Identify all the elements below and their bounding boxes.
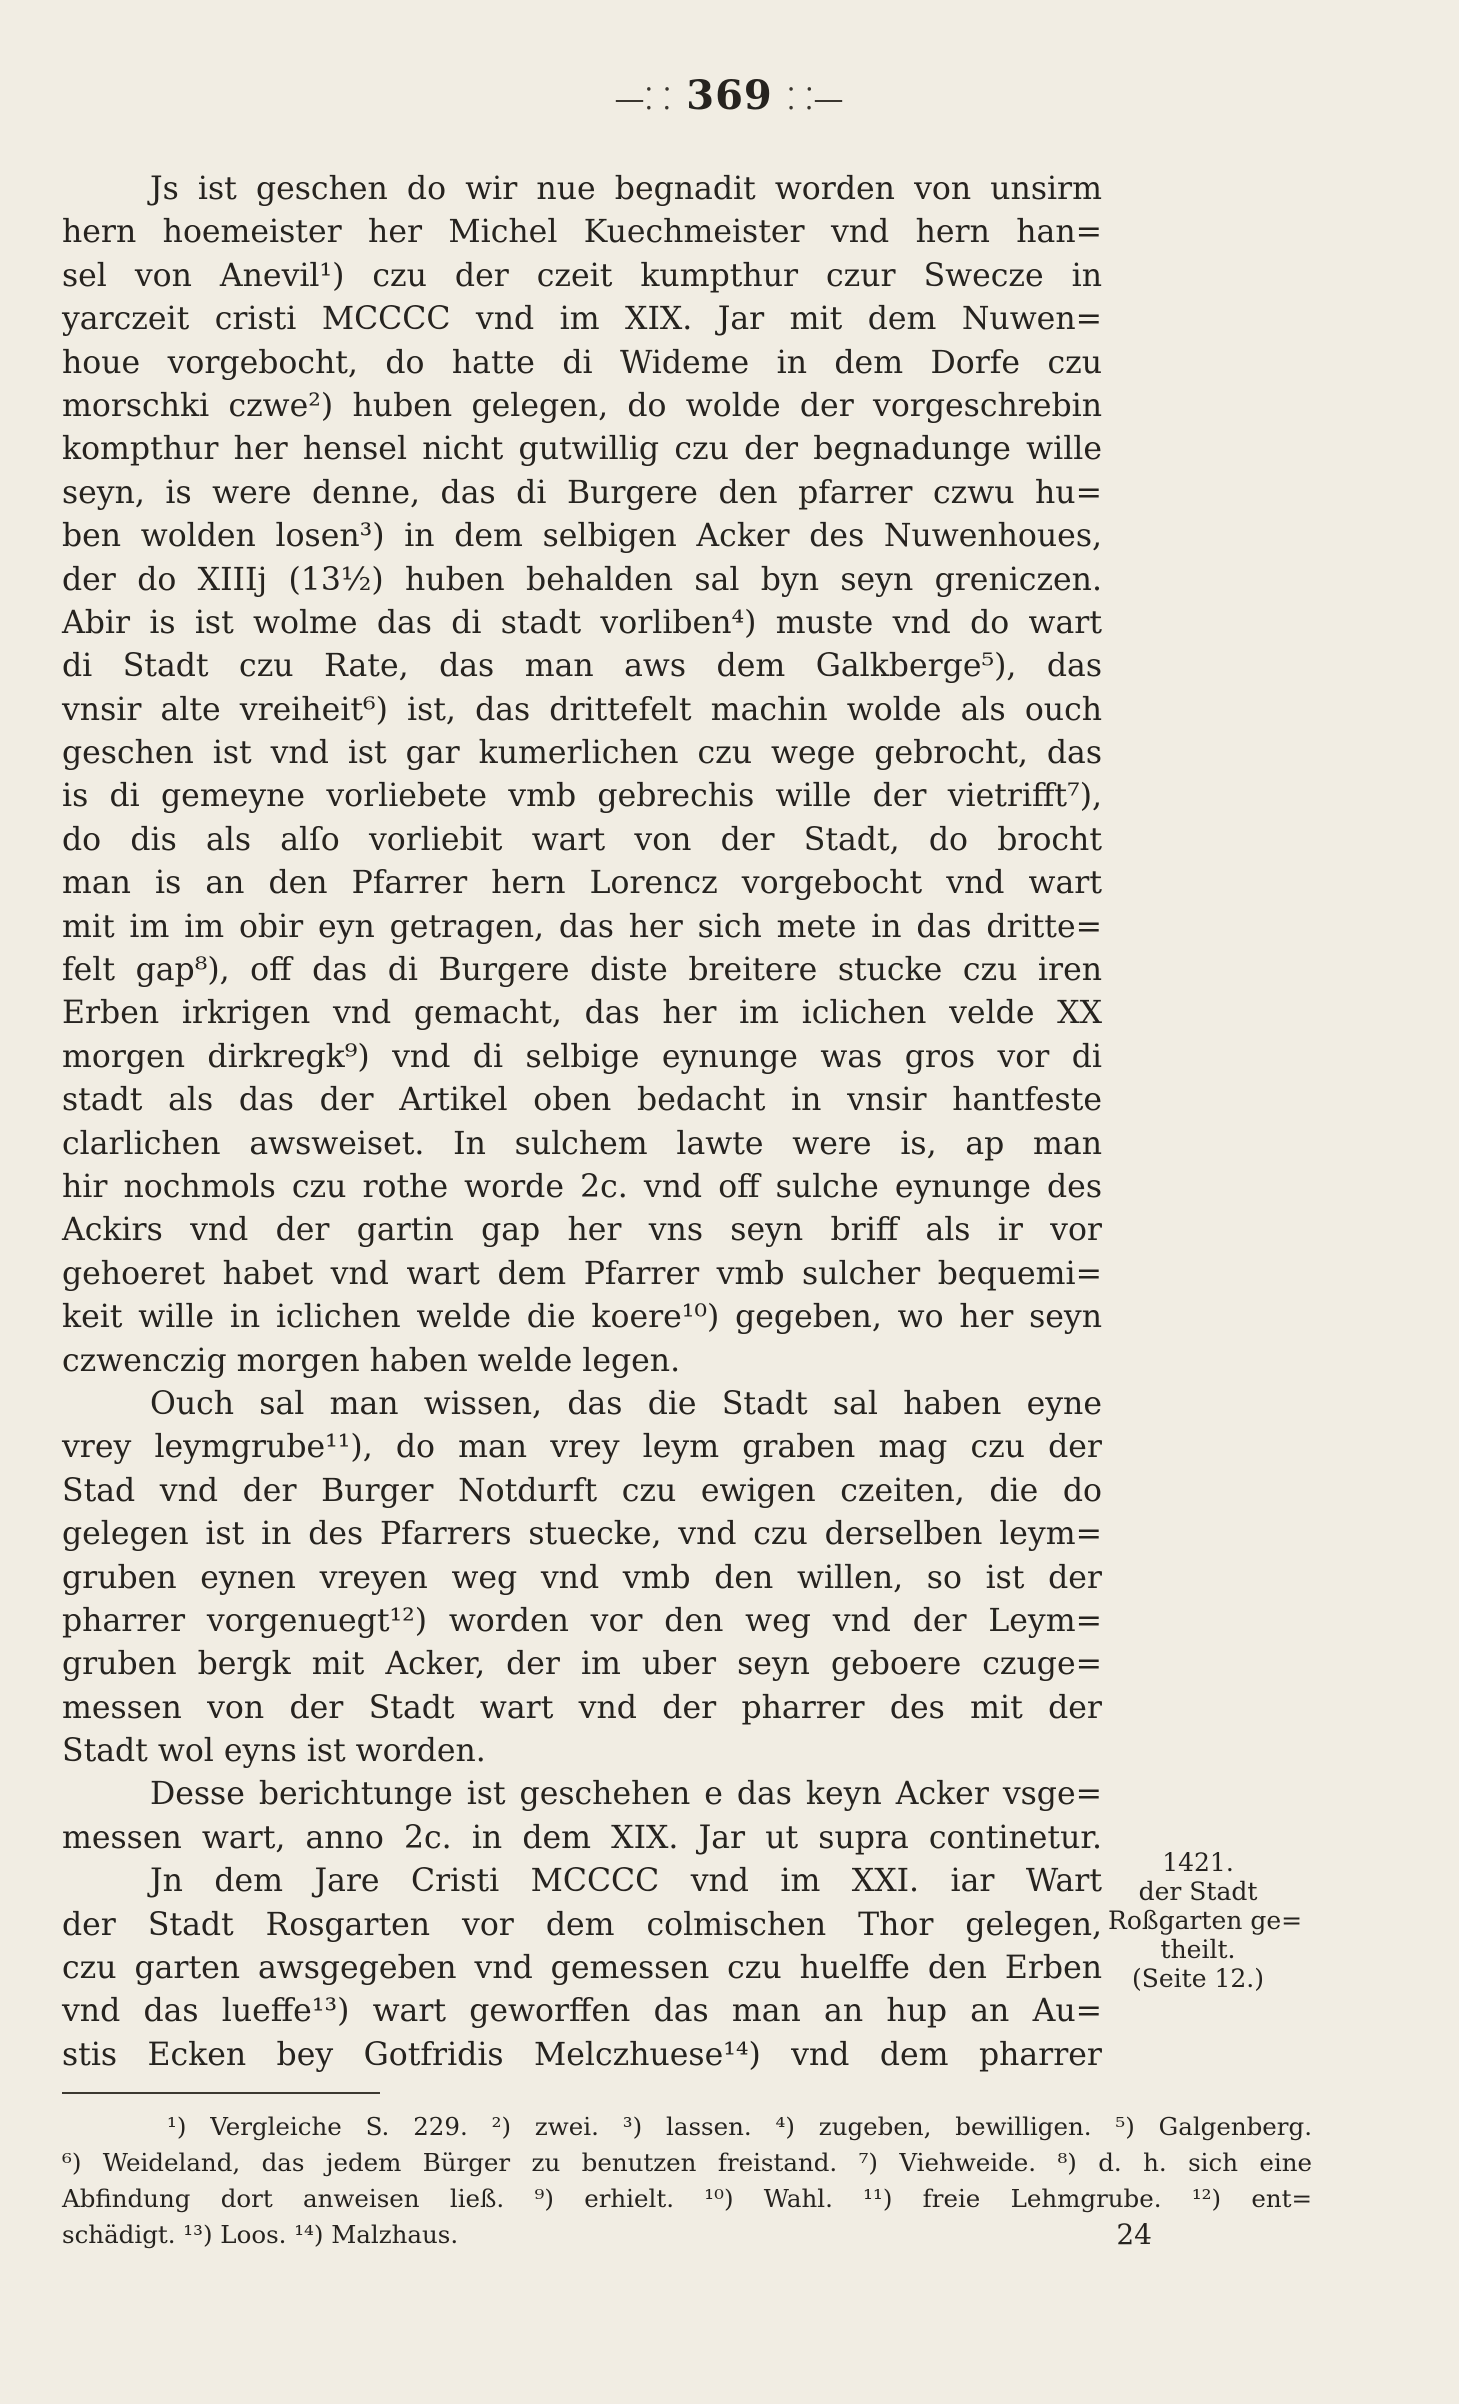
text-line: mit im im obir eyn getragen, das her sich mete in das dritte= <box>62 908 1102 945</box>
text-line: der do XIIIj (13½) huben behalden sal byn seyn greniczen. <box>62 561 1102 598</box>
footnote-line-last <box>62 2217 1312 2253</box>
text-line: vrey leymgrube¹¹), do man vrey leym graben mag czu der <box>62 1429 1102 1466</box>
signature-mark: 24 <box>1116 2218 1152 2251</box>
text-line: czu garten awsgegeben vnd gemessen czu huelffe den Erben <box>62 1950 1102 1987</box>
text-line: Erben irkrigen vnd gemacht, das her im iclichen velde XX <box>62 995 1102 1032</box>
text-line: stis Ecken bey Gotfridis Melczhuese¹⁴) vnd dem pharrer <box>62 2036 1102 2073</box>
text-line: is di gemeyne vorliebete vmb gebrechis wille der vietrifft⁷), <box>62 778 1102 815</box>
margin-note-year: 1421. <box>1162 1848 1234 1877</box>
text-line: morgen dirkregk⁹) vnd di selbige eynunge was gros vor di <box>62 1038 1102 1075</box>
text-line: ben wolden losen³) in dem selbigen Acker des Nuwenhoues, <box>62 518 1102 555</box>
text-line: Stad vnd der Burger Notdurft czu ewigen czeiten, die do <box>62 1472 1102 1509</box>
text-line: Ouch sal man wissen, das die Stadt sal haben eyne <box>150 1385 1102 1422</box>
text-line: vnd das lueffe¹³) wart geworffen das man an hup an Au= <box>62 1993 1102 2030</box>
text-line: der Stadt Rosgarten vor dem colmischen Thor gelegen, <box>62 1906 1102 1943</box>
margin-note-line: der Stadt <box>1138 1877 1258 1906</box>
footnotes <box>62 2109 1312 2253</box>
footnote-line: ⁶) Weideland, das jedem Bürger zu benutzen freistand. ⁷) Viehweide. ⁸) d. h. sich eine <box>62 2148 1312 2177</box>
text-line: seyn, is were denne, das di Burgere den pfarrer czwu hu= <box>62 474 1102 511</box>
text-line: keit wille in iclichen welde die koere¹⁰) gegeben, wo her seyn <box>62 1299 1102 1336</box>
text-line: stadt als das der Artikel oben bedacht in vnsir hantfeste <box>62 1082 1102 1119</box>
text-line: Abir is ist wolme das di stadt vorliben⁴) muste vnd do wart <box>62 604 1102 641</box>
text-line: messen von der Stadt wart vnd der pharrer des mit der <box>62 1689 1102 1726</box>
right-ornament: ⸬— <box>787 82 845 117</box>
footnote-text: schädigt. ¹³) Loos. ¹⁴) Malzhaus. <box>62 2220 459 2249</box>
text-line: hern hoemeister her Michel Kuechmeister vnd hern han= <box>62 214 1102 251</box>
margin-note-line: (Seite 12.) <box>1132 1964 1264 1993</box>
text-line: felt gap⁸), off das di Burgere diste breitere stucke czu iren <box>62 952 1102 989</box>
text-line: clarlichen awsweiset. In sulchem lawte were is, ap man <box>62 1125 1102 1162</box>
text-line: hir nochmols czu rothe worde 2c. vnd off sulche eynunge des <box>62 1168 1102 1205</box>
page-number: 369 <box>686 72 773 119</box>
margin-note-line: Roßgarten ge= <box>1108 1906 1303 1935</box>
text-line: geschen ist vnd ist gar kumerlichen czu wege gebrocht, das <box>62 735 1102 772</box>
text-line: kompthur her hensel nicht gutwillig czu der begnadunge wille <box>62 431 1102 468</box>
text-line: pharrer vorgenuegt¹²) worden vor den weg vnd der Leym= <box>62 1602 1102 1639</box>
footnote-rule <box>62 2092 380 2094</box>
text-line: gelegen ist in des Pfarrers stuecke, vnd czu derselben leym= <box>62 1516 1102 1553</box>
text-line: Ackirs vnd der gartin gap her vns seyn briff als ir vor <box>62 1212 1102 1249</box>
text-line: czwenczig morgen haben welde legen. <box>62 1342 681 1379</box>
text-line: Jn dem Jare Cristi MCCCC vnd im XXI. iar Wart <box>150 1863 1102 1900</box>
text-line: morschki czwe²) huben gelegen, do wolde der vorgeschrebin <box>62 387 1102 424</box>
margin-note-line: theilt. <box>1160 1935 1236 1964</box>
running-head <box>0 72 1459 119</box>
text-line: Js ist geschen do wir nue begnadit worden von unsirm <box>150 171 1102 207</box>
text-line: do dis als alſo vorliebit wart von der Stadt, do brocht <box>62 821 1102 858</box>
text-line: gruben bergk mit Acker, der im uber seyn geboere czuge= <box>62 1646 1102 1683</box>
margin-note <box>1108 1848 1303 1993</box>
text-line: di Stadt czu Rate, das man aws dem Galkberge⁵), das <box>62 648 1102 685</box>
left-ornament: —⸬ <box>614 82 672 117</box>
body-text <box>62 168 1102 2077</box>
footnote-line: ¹) Vergleiche S. 229. ²) zwei. ³) lassen. ⁴) zugeben, bewilligen. ⁵) Galgenberg. <box>167 2112 1312 2141</box>
text-line: messen wart, anno 2c. in dem XIX. Jar ut supra continetur. <box>62 1819 1102 1856</box>
text-line: vnsir alte vreiheit⁶) ist, das drittefelt machin wolde als ouch <box>62 691 1102 728</box>
text-line: Desse berichtunge ist geschehen e das keyn Acker vsge= <box>150 1776 1102 1813</box>
text-line: houe vorgebocht, do hatte di Wideme in dem Dorfe czu <box>62 344 1102 381</box>
text-line: gruben eynen vreyen weg vnd vmb den willen, so ist der <box>62 1559 1102 1596</box>
text-line: Stadt wol eyns ist worden. <box>62 1733 486 1770</box>
text-line: sel von Anevil¹) czu der czeit kumpthur czur Swecze in <box>62 257 1102 294</box>
footnote-line: Abfindung dort anweisen ließ. ⁹) erhielt. ¹⁰) Wahl. ¹¹) freie Lehmgrube. ¹²) ent= <box>62 2184 1312 2213</box>
text-line: gehoeret habet vnd wart dem Pfarrer vmb sulcher bequemi= <box>62 1255 1102 1292</box>
text-line: yarczeit cristi MCCCC vnd im XIX. Jar mit dem Nuwen= <box>62 301 1102 338</box>
text-line: man is an den Pfarrer hern Lorencz vorgebocht vnd wart <box>62 865 1102 902</box>
